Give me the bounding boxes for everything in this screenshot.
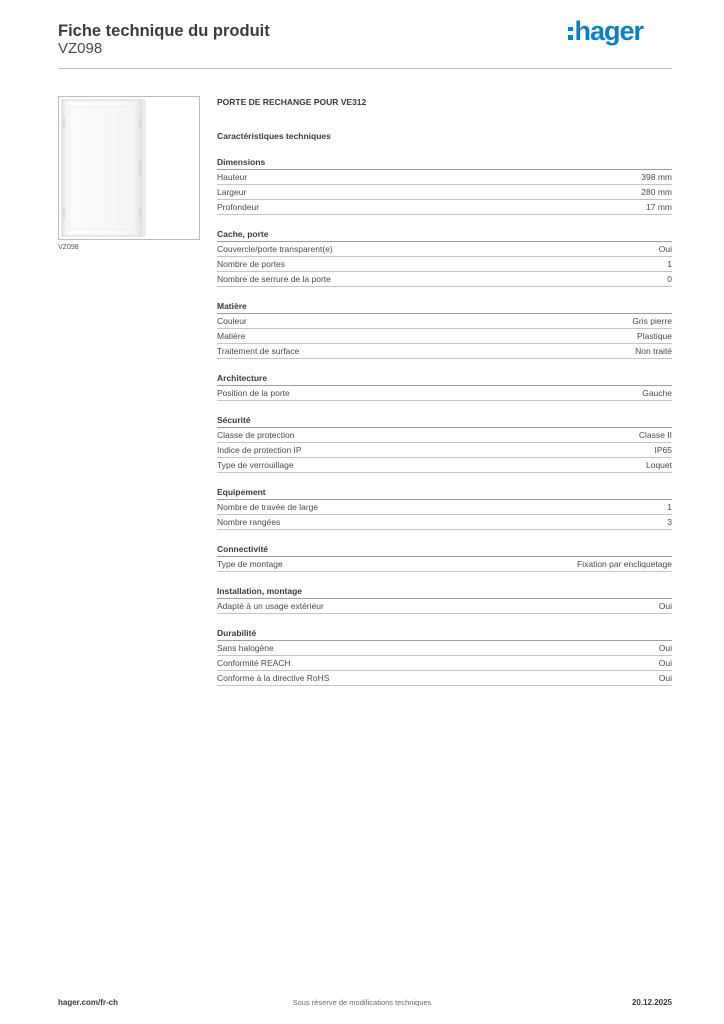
spec-row [217, 515, 672, 530]
document-title: Fiche technique du produit [58, 22, 270, 40]
spec-value: Oui [658, 643, 672, 653]
spec-label: Nombre de portes [217, 259, 286, 269]
section-heading: Sécurité [217, 414, 672, 428]
spec-row [217, 428, 672, 443]
spec-section [217, 627, 672, 686]
section-heading: Equipement [217, 486, 672, 500]
spec-section [217, 372, 672, 401]
logo-text: hager [574, 16, 644, 46]
spec-value: 398 mm [641, 172, 672, 182]
spec-row [217, 200, 672, 215]
product-image [58, 96, 200, 240]
spec-label: Position de la porte [217, 388, 290, 398]
spec-row [217, 599, 672, 614]
spec-label: Type de montage [217, 559, 283, 569]
spec-row [217, 500, 672, 515]
image-caption: VZ098 [58, 244, 79, 251]
spec-row [217, 443, 672, 458]
spec-value: IP65 [654, 445, 672, 455]
spec-label: Sans halogène [217, 643, 274, 653]
spec-label: Conforme à la directive RoHS [217, 673, 330, 683]
spec-row [217, 344, 672, 359]
spec-sheet [217, 96, 672, 686]
product-title: PORTE DE RECHANGE POUR VE312 [217, 97, 367, 107]
section-heading: Dimensions [217, 156, 672, 170]
footer-date: 20.12.2025 [631, 998, 672, 1007]
spec-section [217, 585, 672, 614]
spec-label: Matière [217, 331, 246, 341]
spec-value: 1 [667, 259, 672, 269]
spec-label: Couleur [217, 316, 247, 326]
spec-value: Oui [658, 244, 672, 254]
spec-label: Classe de protection [217, 430, 295, 440]
spec-value: Gris pierre [632, 316, 672, 326]
spec-section [217, 156, 672, 215]
spec-row [217, 185, 672, 200]
spec-value: Oui [658, 601, 672, 611]
spec-value: Oui [658, 658, 672, 668]
spec-label: Adapté à un usage extérieur [217, 601, 324, 611]
spec-section [217, 486, 672, 530]
spec-value: Loquet [646, 460, 672, 470]
spec-label: Nombre rangées [217, 517, 281, 527]
spec-label: Conformité REACH [217, 658, 291, 668]
section-heading: Durabilité [217, 627, 672, 641]
spec-label: Nombre de travée de large [217, 502, 319, 512]
spec-row [217, 272, 672, 287]
spec-label: Indice de protection IP [217, 445, 302, 455]
door-panel-icon [59, 97, 199, 239]
section-heading: Architecture [217, 372, 672, 386]
spec-row [217, 314, 672, 329]
spec-row [217, 329, 672, 344]
section-heading: Installation, montage [217, 585, 672, 599]
spec-value: Plastique [637, 331, 672, 341]
spec-label: Type de verrouillage [217, 460, 294, 470]
header-divider [58, 68, 672, 69]
section-heading: Connectivité [217, 543, 672, 557]
footer-notice: Sous réserve de modifications techniques [292, 998, 432, 1007]
spec-value: Fixation par encliquetage [577, 559, 672, 569]
spec-row [217, 458, 672, 473]
spec-value: Gauche [642, 388, 672, 398]
spec-value: 0 [667, 274, 672, 284]
hager-logo [568, 16, 643, 46]
spec-value: Oui [658, 673, 672, 683]
spec-label: Hauteur [217, 172, 248, 182]
spec-row [217, 242, 672, 257]
section-heading: Cache, porte [217, 228, 672, 242]
spec-sections [217, 156, 672, 686]
spec-row [217, 386, 672, 401]
spec-row [217, 641, 672, 656]
spec-section [217, 228, 672, 287]
section-heading: Matière [217, 300, 672, 314]
spec-label: Couvercle/porte transparent(e) [217, 244, 333, 254]
spec-label: Traitement de surface [217, 346, 300, 356]
spec-label: Profondeur [217, 202, 260, 212]
spec-row [217, 170, 672, 185]
spec-label: Largeur [217, 187, 247, 197]
spec-value: Classe II [638, 430, 672, 440]
logo-dots-icon [568, 27, 573, 40]
spec-section [217, 543, 672, 572]
footer-website: hager.com/fr-ch [58, 998, 119, 1007]
spec-value: 1 [667, 502, 672, 512]
spec-value: 280 mm [641, 187, 672, 197]
spec-row [217, 671, 672, 686]
specs-heading: Caractéristiques techniques [217, 131, 331, 141]
spec-row [217, 656, 672, 671]
spec-label: Nombre de serrure de la porte [217, 274, 331, 284]
spec-row [217, 257, 672, 272]
product-reference: VZ098 [58, 40, 103, 57]
spec-value: Non traité [635, 346, 672, 356]
spec-section [217, 300, 672, 359]
spec-row [217, 557, 672, 572]
spec-value: 3 [667, 517, 672, 527]
spec-section [217, 414, 672, 473]
spec-value: 17 mm [646, 202, 672, 212]
